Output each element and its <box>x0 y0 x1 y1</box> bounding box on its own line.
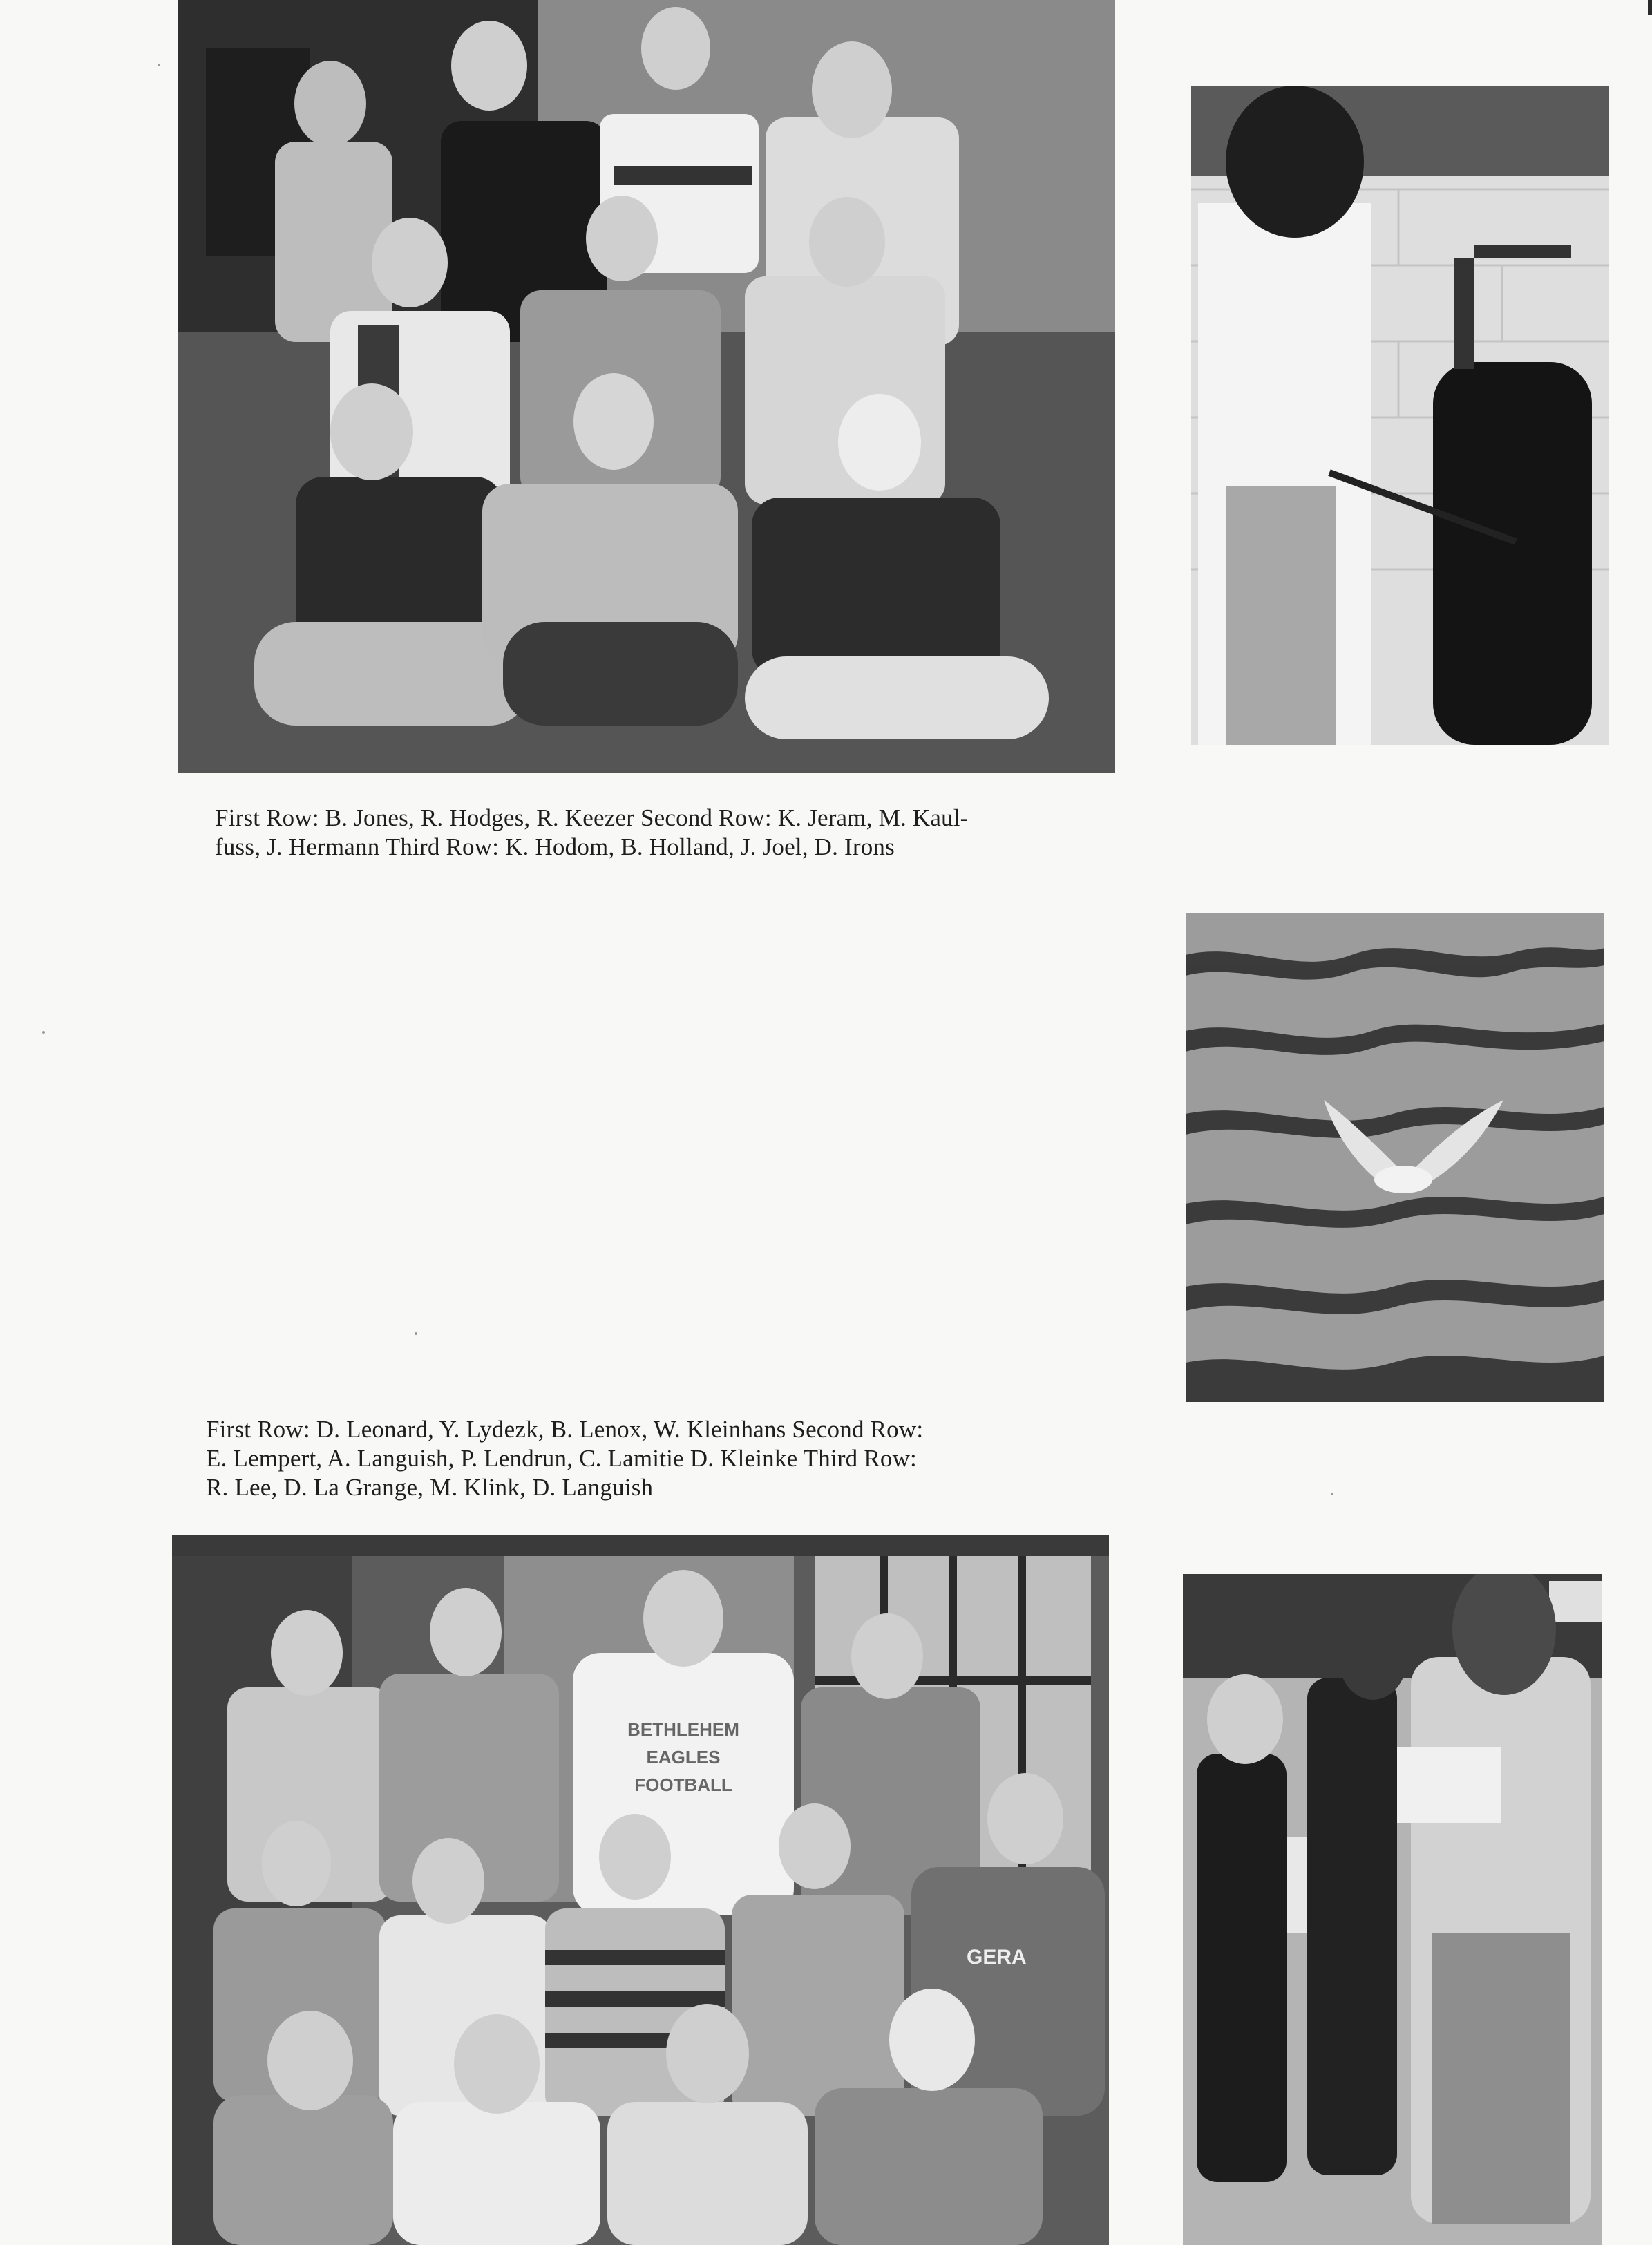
caption-group-2-line-3: R. Lee, D. La Grange, M. Klink, D. Languish <box>206 1474 654 1501</box>
sweatshirt-text-1: BETHLEHEM <box>627 1719 739 1740</box>
print-speck <box>1331 1493 1333 1495</box>
candid-photo-outdoor <box>1183 1574 1602 2245</box>
jacket-text: GERA <box>967 1946 1027 1969</box>
group-photo-1 <box>178 0 1115 773</box>
candid-photo-welding <box>1191 86 1609 745</box>
page-edge-mark <box>1648 0 1652 15</box>
sweatshirt-text-2: EAGLES <box>646 1747 721 1768</box>
sweatshirt-text-3: FOOTBALL <box>634 1774 732 1795</box>
caption-group-2 <box>206 1415 923 1502</box>
caption-group-2-line-2: E. Lempert, A. Languish, P. Lendrun, C. Lamitie D. Kleinke Third Row: <box>206 1445 917 1472</box>
group-photo-2 <box>172 1535 1109 2245</box>
candid-photo-seagull <box>1186 913 1604 1402</box>
caption-group-1-line-2: fuss, J. Hermann Third Row: K. Hodom, B. Holland, J. Joel, D. Irons <box>215 833 895 860</box>
caption-group-2-line-1: First Row: D. Leonard, Y. Lydezk, B. Lenox, W. Kleinhans Second Row: <box>206 1416 924 1443</box>
caption-group-1-line-1: First Row: B. Jones, R. Hodges, R. Keezer Second Row: K. Jeram, M. Kaul- <box>215 804 969 831</box>
print-speck <box>158 64 160 66</box>
caption-group-1 <box>215 804 969 862</box>
print-speck <box>42 1031 45 1034</box>
print-speck <box>415 1332 417 1335</box>
